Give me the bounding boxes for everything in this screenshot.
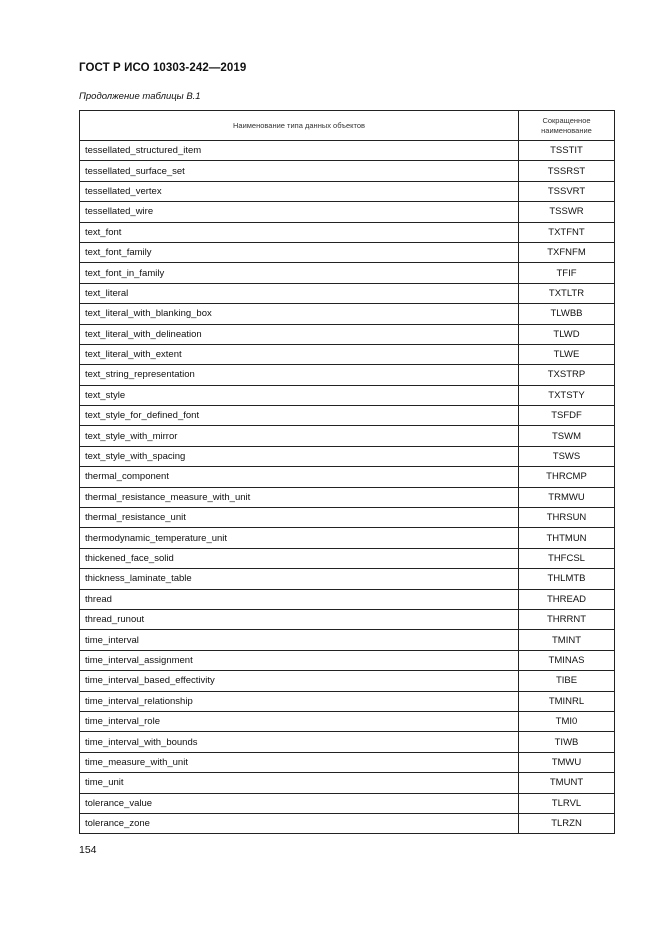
entity-name-cell: text_literal_with_extent — [80, 344, 519, 364]
short-name-cell: TSWM — [519, 426, 615, 446]
entity-name-cell: text_font — [80, 222, 519, 242]
table-row — [80, 406, 615, 426]
short-name-cell: TXFNFM — [519, 242, 615, 262]
table-row — [80, 609, 615, 629]
column-header-abbr: Сокращенное наименование — [519, 111, 615, 141]
page-number: 154 — [79, 844, 97, 856]
short-name-cell: THTMUN — [519, 528, 615, 548]
short-name-cell: TXTLTR — [519, 283, 615, 303]
table-row — [80, 344, 615, 364]
entity-name-cell: text_style_for_defined_font — [80, 406, 519, 426]
table-row — [80, 304, 615, 324]
table-row — [80, 773, 615, 793]
short-name-cell: TXTFNT — [519, 222, 615, 242]
table-caption: Продолжение таблицы В.1 — [79, 91, 201, 102]
table-row — [80, 283, 615, 303]
table-row — [80, 242, 615, 262]
short-name-cell: TSSRST — [519, 161, 615, 181]
short-name-cell: TSFDF — [519, 406, 615, 426]
table-row — [80, 181, 615, 201]
entity-name-cell: time_interval_with_bounds — [80, 732, 519, 752]
short-name-cell: TLWE — [519, 344, 615, 364]
short-name-cell: THRRNT — [519, 609, 615, 629]
entity-name-cell: thread_runout — [80, 609, 519, 629]
table-row — [80, 324, 615, 344]
table-row — [80, 222, 615, 242]
short-name-cell: TSSWR — [519, 202, 615, 222]
short-name-cell: THREAD — [519, 589, 615, 609]
short-name-cell: TMWU — [519, 752, 615, 772]
table-row — [80, 630, 615, 650]
short-name-cell: TRMWU — [519, 487, 615, 507]
table-row — [80, 426, 615, 446]
table-row — [80, 446, 615, 466]
entity-name-cell: text_literal_with_blanking_box — [80, 304, 519, 324]
data-table — [79, 110, 615, 834]
table-row — [80, 467, 615, 487]
entity-name-cell: time_measure_with_unit — [80, 752, 519, 772]
column-header-name: Наименование типа данных объектов — [80, 111, 519, 141]
short-name-cell: TXSTRP — [519, 365, 615, 385]
short-name-cell: THRSUN — [519, 508, 615, 528]
table-row — [80, 263, 615, 283]
entity-name-cell: text_style_with_mirror — [80, 426, 519, 446]
short-name-cell: TMINAS — [519, 650, 615, 670]
short-name-cell: TLWBB — [519, 304, 615, 324]
short-name-cell: THFCSL — [519, 548, 615, 568]
entity-name-cell: text_font_in_family — [80, 263, 519, 283]
table-row — [80, 365, 615, 385]
entity-name-cell: thermodynamic_temperature_unit — [80, 528, 519, 548]
table-header-row — [80, 111, 615, 141]
entity-name-cell: text_string_representation — [80, 365, 519, 385]
table-row — [80, 202, 615, 222]
short-name-cell: TSWS — [519, 446, 615, 466]
entity-name-cell: thread — [80, 589, 519, 609]
entity-name-cell: thermal_resistance_unit — [80, 508, 519, 528]
entity-name-cell: time_interval — [80, 630, 519, 650]
entity-name-cell: tessellated_vertex — [80, 181, 519, 201]
table-row — [80, 528, 615, 548]
entity-name-cell: tessellated_wire — [80, 202, 519, 222]
table-row — [80, 752, 615, 772]
entity-name-cell: tessellated_structured_item — [80, 141, 519, 161]
entity-name-cell: text_style_with_spacing — [80, 446, 519, 466]
short-name-cell: TIBE — [519, 671, 615, 691]
table-row — [80, 161, 615, 181]
entity-name-cell: text_literal_with_delineation — [80, 324, 519, 344]
short-name-cell: TMI0 — [519, 711, 615, 731]
short-name-cell: TMINRL — [519, 691, 615, 711]
table-row — [80, 671, 615, 691]
table-row — [80, 691, 615, 711]
entity-name-cell: time_interval_role — [80, 711, 519, 731]
table-row — [80, 487, 615, 507]
entity-name-cell: text_literal — [80, 283, 519, 303]
short-name-cell: TMINT — [519, 630, 615, 650]
document-header: ГОСТ Р ИСО 10303-242—2019 — [79, 62, 247, 74]
table-row — [80, 732, 615, 752]
table-row — [80, 813, 615, 833]
short-name-cell: THRCMP — [519, 467, 615, 487]
table-row — [80, 141, 615, 161]
short-name-cell: TFIF — [519, 263, 615, 283]
short-name-cell: TSSVRT — [519, 181, 615, 201]
entity-name-cell: thickness_laminate_table — [80, 569, 519, 589]
table-row — [80, 385, 615, 405]
table-row — [80, 711, 615, 731]
entity-name-cell: thickened_face_solid — [80, 548, 519, 568]
entity-name-cell: time_interval_assignment — [80, 650, 519, 670]
table-row — [80, 569, 615, 589]
short-name-cell: TMUNT — [519, 773, 615, 793]
entity-name-cell: tessellated_surface_set — [80, 161, 519, 181]
entity-name-cell: tolerance_zone — [80, 813, 519, 833]
table-row — [80, 508, 615, 528]
entity-name-cell: thermal_resistance_measure_with_unit — [80, 487, 519, 507]
short-name-cell: TLRZN — [519, 813, 615, 833]
entity-name-cell: time_unit — [80, 773, 519, 793]
short-name-cell: TLWD — [519, 324, 615, 344]
entity-name-cell: text_font_family — [80, 242, 519, 262]
table-row — [80, 548, 615, 568]
short-name-cell: THLMTB — [519, 569, 615, 589]
table-row — [80, 650, 615, 670]
short-name-cell: TIWB — [519, 732, 615, 752]
entity-name-cell: thermal_component — [80, 467, 519, 487]
table-body — [80, 141, 615, 834]
entity-name-cell: tolerance_value — [80, 793, 519, 813]
entity-name-cell: time_interval_relationship — [80, 691, 519, 711]
short-name-cell: TLRVL — [519, 793, 615, 813]
table-row — [80, 589, 615, 609]
entity-name-cell: time_interval_based_effectivity — [80, 671, 519, 691]
table-row — [80, 793, 615, 813]
short-name-cell: TSSTIT — [519, 141, 615, 161]
short-name-cell: TXTSTY — [519, 385, 615, 405]
entity-name-cell: text_style — [80, 385, 519, 405]
